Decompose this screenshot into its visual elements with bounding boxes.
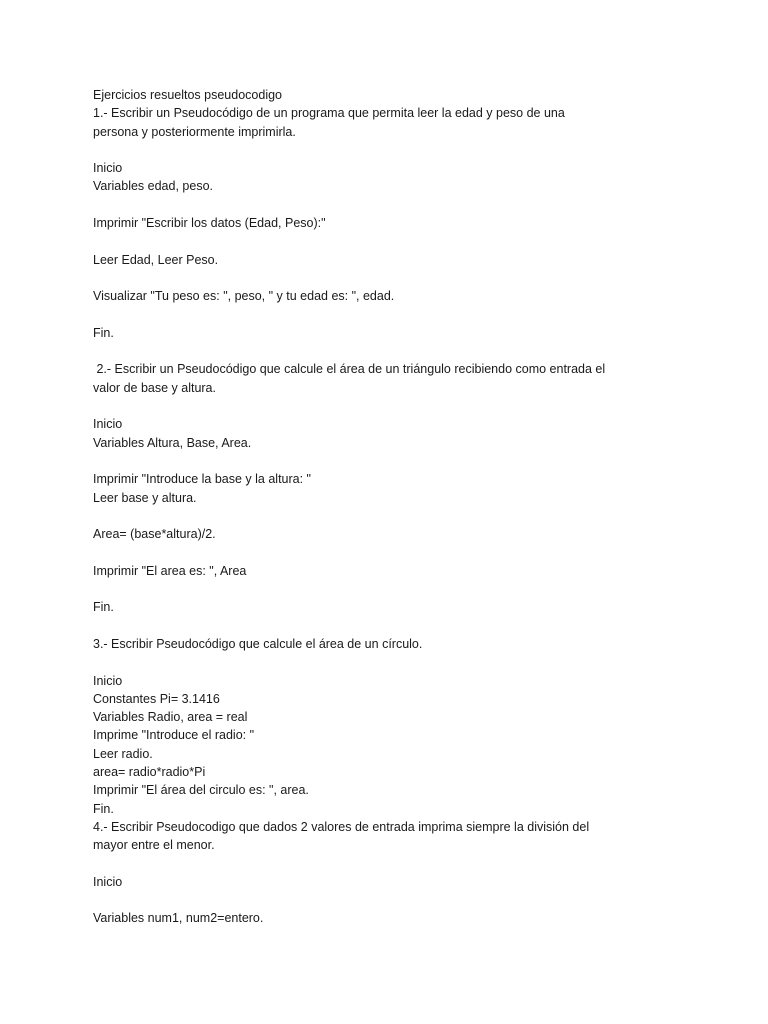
blank-line (93, 452, 693, 470)
blank-line (93, 543, 693, 561)
code-line: Imprime "Introduce el radio: " (93, 728, 255, 743)
blank-line (93, 397, 693, 415)
exercise-1-statement: 1.- Escribir un Pseudocódigo de un programa que permita leer la edad y peso de una (93, 106, 565, 121)
blank-line (93, 306, 693, 324)
code-line: Variables Radio, area = real (93, 710, 248, 725)
exercise-1-statement-cont: persona y posteriormente imprimirla. (93, 124, 296, 139)
exercise-2-statement-cont: valor de base y altura. (93, 380, 216, 395)
document-page (93, 86, 693, 928)
blank-line (93, 891, 693, 909)
code-line: Inicio (93, 417, 123, 432)
code-line: area= radio*radio*Pi (93, 764, 206, 779)
blank-line (93, 342, 693, 360)
blank-line (93, 232, 693, 250)
blank-line (93, 854, 693, 872)
code-line: Fin. (93, 801, 114, 816)
blank-line (93, 653, 693, 671)
blank-line (93, 269, 693, 287)
code-line: Imprimir "Introduce la base y la altura: " (93, 472, 311, 487)
exercise-4-statement: 4.- Escribir Pseudocodigo que dados 2 valores de entrada imprima siempre la división del (93, 819, 590, 834)
code-line: Fin. (93, 600, 114, 615)
code-line: Inicio (93, 874, 123, 889)
blank-line (93, 507, 693, 525)
code-line: Fin. (93, 325, 114, 340)
code-line: Variables Altura, Base, Area. (93, 435, 252, 450)
code-line: Imprimir "El area es: ", Area (93, 563, 247, 578)
code-line: Inicio (93, 161, 123, 176)
code-line: Constantes Pi= 3.1416 (93, 691, 220, 706)
code-line: Imprimir "El área del circulo es: ", area. (93, 783, 309, 798)
code-line: Leer Edad, Leer Peso. (93, 252, 219, 267)
code-line: Area= (base*altura)/2. (93, 527, 216, 542)
blank-line (93, 196, 693, 214)
blank-line (93, 141, 693, 159)
code-line: Variables edad, peso. (93, 179, 213, 194)
blank-line (93, 617, 693, 635)
exercise-2-statement: 2.- Escribir un Pseudocódigo que calcule el área de un triángulo recibiendo como entrada el (93, 362, 606, 377)
blank-line (93, 580, 693, 598)
code-line: Inicio (93, 673, 123, 688)
code-line: Imprimir "Escribir los datos (Edad, Peso):" (93, 216, 326, 231)
code-line: Variables num1, num2=entero. (93, 911, 264, 926)
exercise-3-statement: 3.- Escribir Pseudocódigo que calcule el área de un círculo. (93, 636, 423, 651)
document-title: Ejercicios resueltos pseudocodigo (93, 88, 282, 102)
code-line: Visualizar "Tu peso es: ", peso, " y tu edad es: ", edad. (93, 289, 395, 304)
exercise-4-statement-cont: mayor entre el menor. (93, 838, 215, 853)
code-line: Leer base y altura. (93, 490, 197, 505)
code-line: Leer radio. (93, 746, 153, 761)
